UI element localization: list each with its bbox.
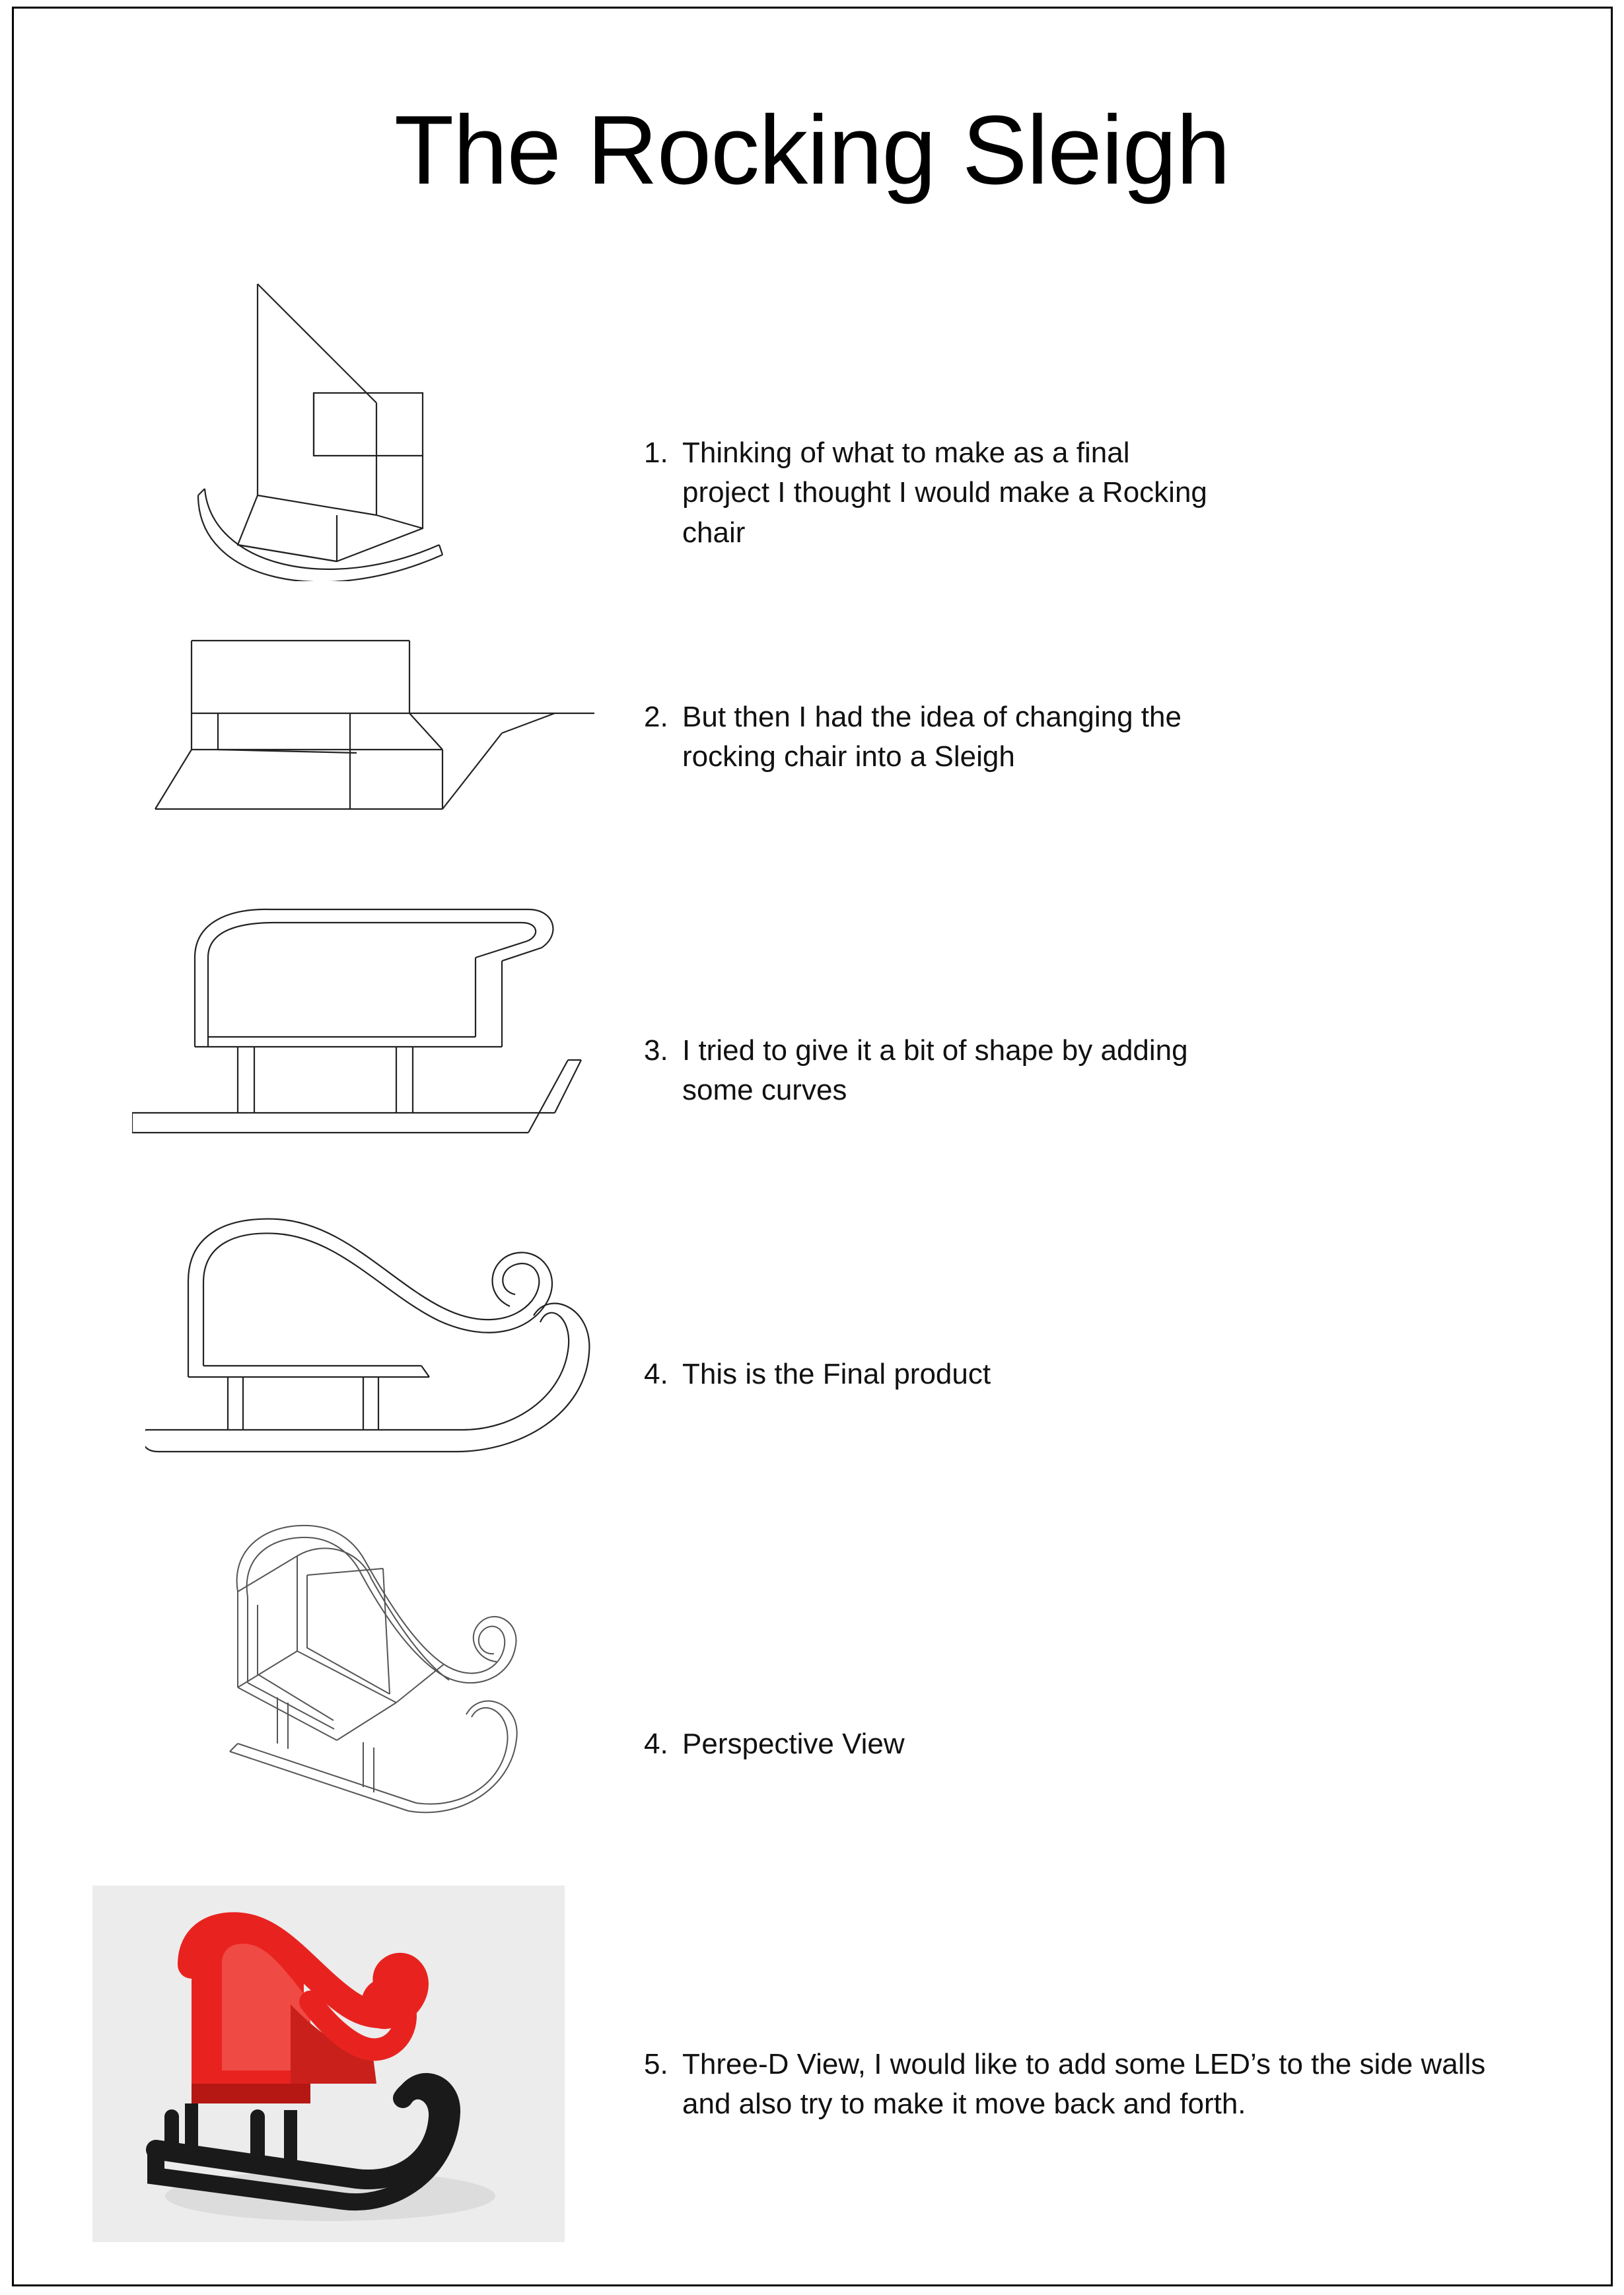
step-1-number: 1. [644, 436, 668, 469]
step-4-number: 4. [644, 1357, 668, 1390]
step-5-text [644, 1684, 1225, 1764]
step-1-body: Thinking of what to make as a final project I thought I would make a Rocking chair [682, 436, 1207, 549]
figure-sleigh-curved-sketch [132, 895, 594, 1152]
figure-sleigh-final-sketch [145, 1202, 621, 1466]
step-3-text [644, 991, 1225, 1111]
figure-sleigh-perspective-sketch [198, 1499, 647, 1823]
page-title: The Rocking Sleigh [394, 96, 1230, 205]
step-6-body: Three-D View, I would like to add some LED’s to the side walls and also try to make it move back and forth. [682, 2047, 1486, 2121]
step-1-text [644, 393, 1225, 553]
step-4-body: This is the Final product [682, 1357, 991, 1390]
step-2-text [644, 657, 1225, 777]
step-5-body: Perspective View [682, 1727, 905, 1760]
step-6-number: 5. [644, 2047, 668, 2080]
step-6-text [644, 2004, 1569, 2125]
step-2-number: 2. [644, 700, 668, 733]
step-5-number: 4. [644, 1727, 668, 1760]
step-4-text [644, 1314, 1225, 1394]
step-3-number: 3. [644, 1034, 668, 1067]
step-2-body: But then I had the idea of changing the rocking chair into a Sleigh [682, 700, 1182, 773]
step-3-body: I tried to give it a bit of shape by adding some curves [682, 1034, 1188, 1107]
figure-rocking-chair-sketch [159, 277, 528, 581]
figure-sleigh-3d-render [92, 1886, 565, 2242]
figure-sleigh-blocked-sketch [132, 634, 594, 852]
